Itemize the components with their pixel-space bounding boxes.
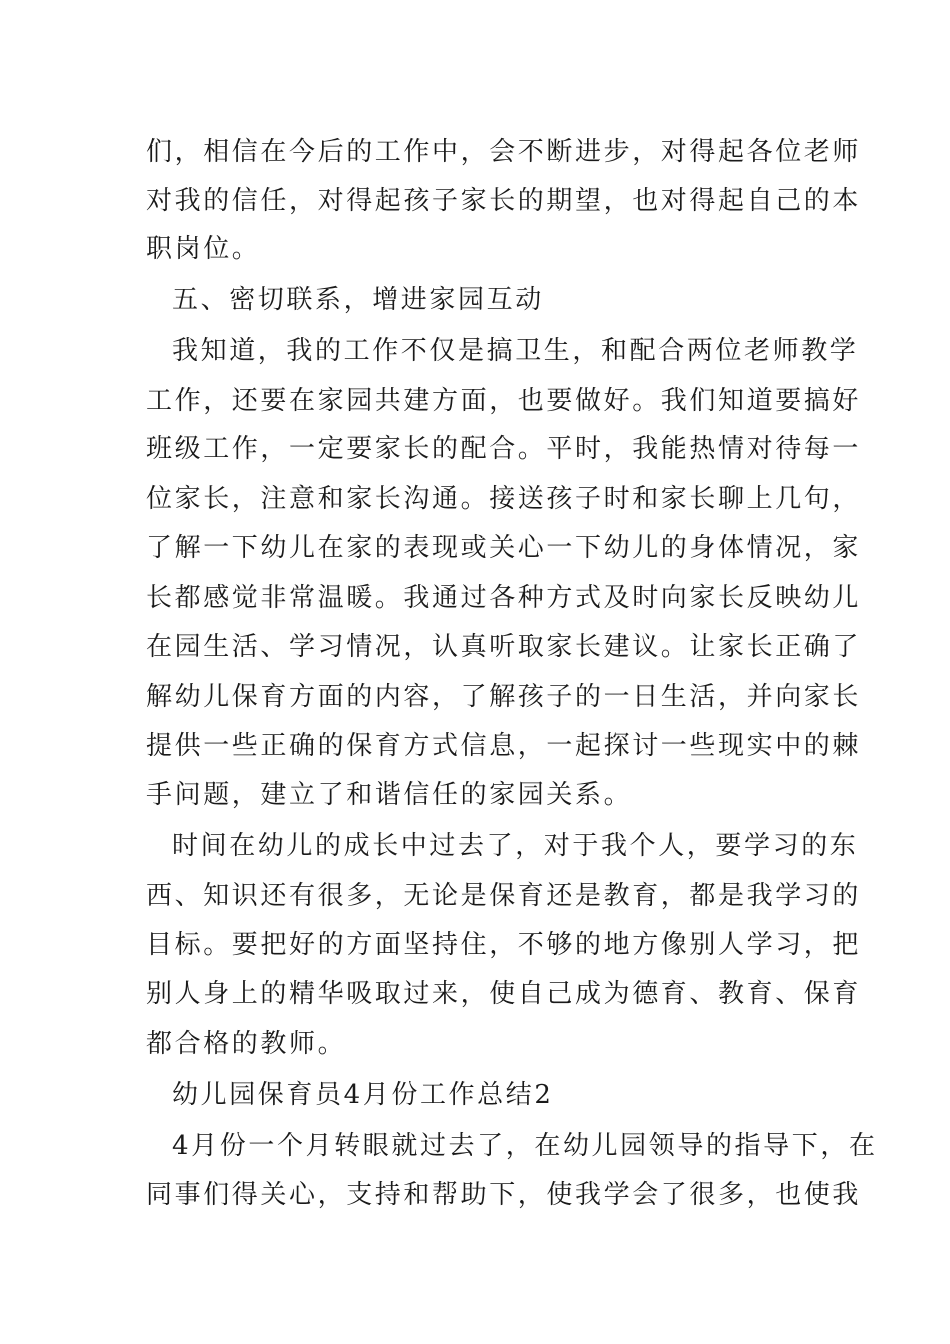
text-line: 4月份一个月转眼就过去了，在幼儿园领导的指导下，在 xyxy=(172,1131,878,1161)
text-line: 我知道，我的工作不仅是搞卫生，和配合两位老师教学 xyxy=(172,336,859,366)
text-line: 了解一下幼儿在家的表现或关心一下幼儿的身体情况，家 xyxy=(146,533,862,563)
text-line: 长都感觉非常温暖。我通过各种方式及时向家长反映幼儿 xyxy=(146,583,862,613)
text-line: 手问题，建立了和谐信任的家园关系。 xyxy=(146,780,633,810)
text-line: 目标。要把好的方面坚持住，不够的地方像别人学习，把 xyxy=(146,930,862,960)
section-heading: 五、密切联系，增进家园互动 xyxy=(172,285,544,315)
text-line: 工作，还要在家园共建方面，也要做好。我们知道要搞好 xyxy=(146,386,862,416)
text-line: 解幼儿保育方面的内容，了解孩子的一日生活，并向家长 xyxy=(146,682,862,712)
text-line: 在园生活、学习情况，认真听取家长建议。让家长正确了 xyxy=(146,632,862,662)
text-line: 对我的信任，对得起孩子家长的期望，也对得起自己的本 xyxy=(146,186,862,216)
text-line: 都合格的教师。 xyxy=(146,1029,347,1059)
text-line: 别人身上的精华吸取过来，使自己成为德育、教育、保育 xyxy=(146,979,862,1009)
text-line: 同事们得关心，支持和帮助下，使我学会了很多，也使我 xyxy=(146,1180,862,1210)
text-line: 们，相信在今后的工作中，会不断进步，对得起各位老师 xyxy=(146,137,862,167)
text-line: 位家长，注意和家长沟通。接送孩子时和家长聊上几句， xyxy=(146,484,862,514)
text-line: 班级工作，一定要家长的配合。平时，我能热情对待每一 xyxy=(146,434,862,464)
text-line: 西、知识还有很多，无论是保育还是教育，都是我学习的 xyxy=(146,881,862,911)
section-heading: 幼儿园保育员4月份工作总结2 xyxy=(172,1080,554,1110)
text-line: 时间在幼儿的成长中过去了，对于我个人，要学习的东 xyxy=(172,831,859,861)
text-line: 职岗位。 xyxy=(146,234,261,264)
text-line: 提供一些正确的保育方式信息，一起探讨一些现实中的棘 xyxy=(146,731,862,761)
